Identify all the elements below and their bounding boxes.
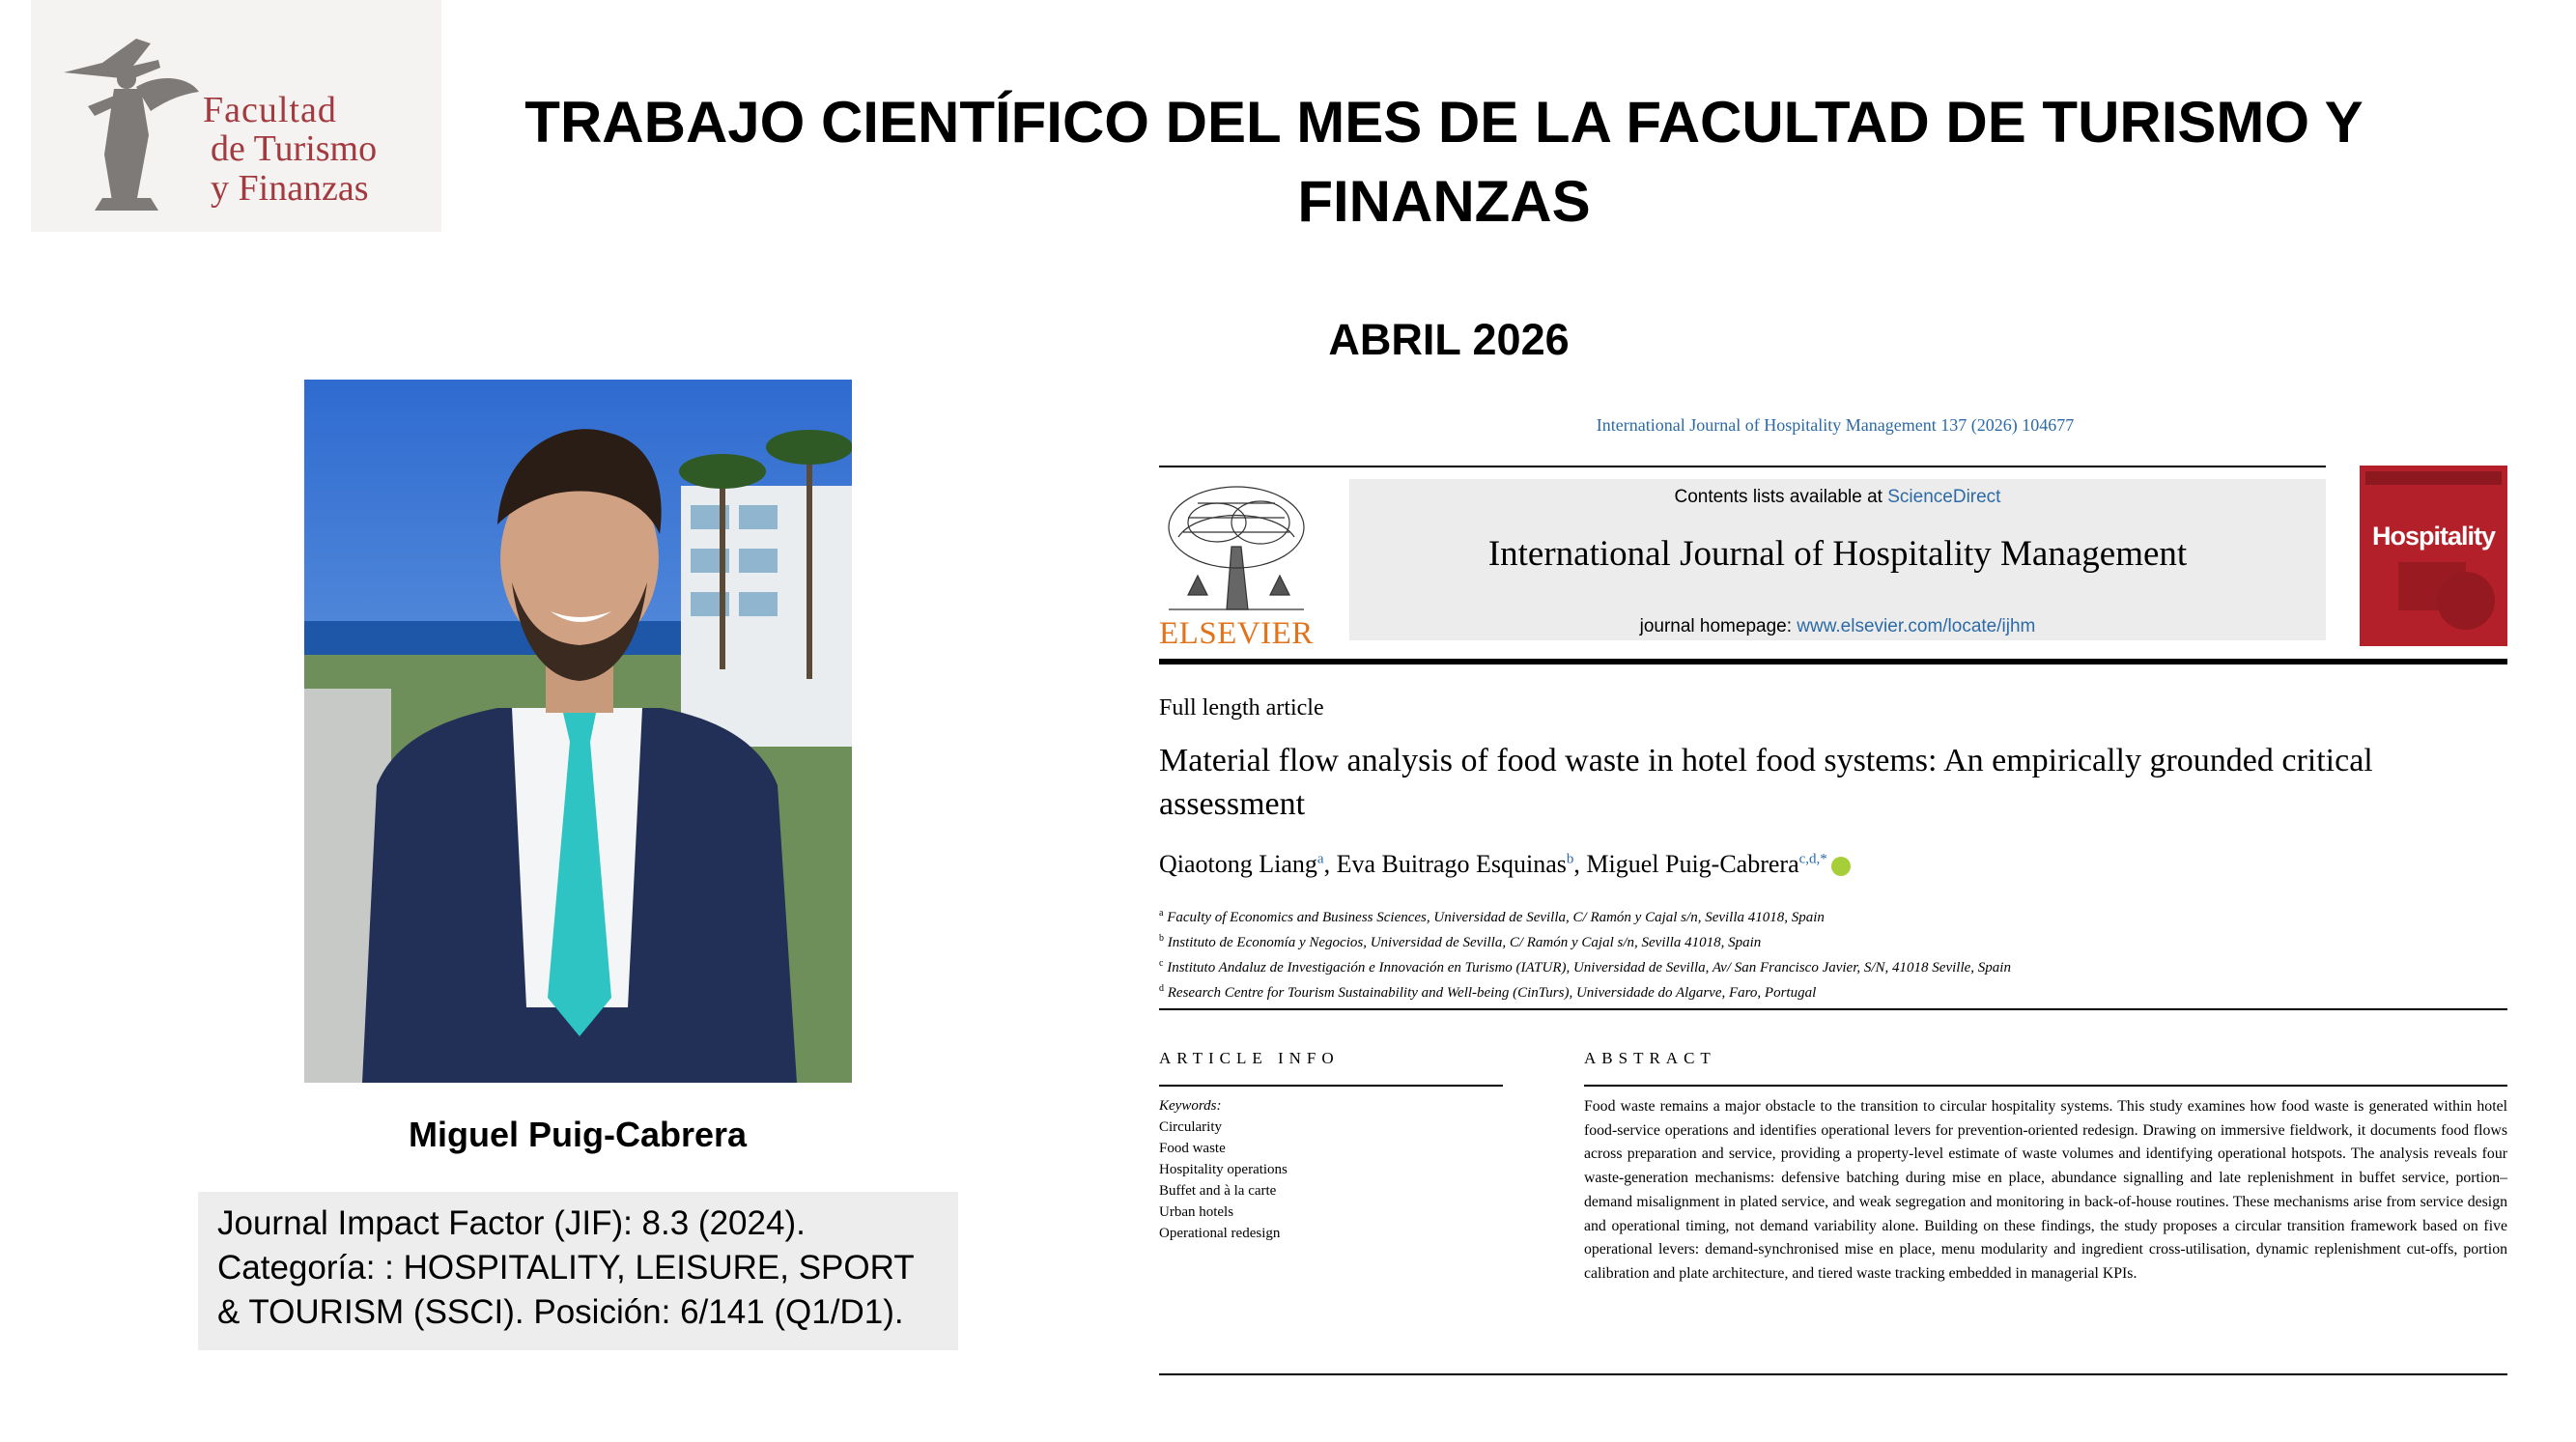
month-label: ABRIL 2026 [1328, 315, 1570, 364]
sciencedirect-link[interactable]: ScienceDirect [1887, 487, 2001, 507]
author-list [1159, 850, 1851, 879]
header-bottom-rule [1159, 659, 2507, 664]
cover-title: Hospitality [2371, 522, 2496, 551]
journal-name: International Journal of Hospitality Management [1487, 534, 2188, 574]
article-bottom-rule [1159, 1373, 2507, 1375]
affiliation-item [1159, 903, 2511, 928]
keywords-label: Keywords: [1159, 1098, 1222, 1114]
author-affiliation-mark: b [1566, 851, 1574, 867]
affiliation-mark: b [1159, 933, 1164, 944]
article-title: Material flow analysis of food waste in hotel food systems: An empirically grounded critical assessment [1159, 743, 2373, 822]
keyword-item: Operational redesign [1159, 1226, 1281, 1241]
affiliation-item [1159, 953, 2511, 978]
page-title: TRABAJO CIENTÍFICO DEL MES DE LA FACULTAD DE TURISMO Y FINANZAS [524, 90, 2364, 234]
orcid-icon[interactable] [1831, 857, 1851, 876]
contents-prefix: Contents lists available at [1674, 487, 1888, 507]
affiliation-text: Research Centre for Tourism Sustainability and Well-being (CinTurs), Universidade do Algarve, Faro, Portugal [1167, 985, 1817, 1001]
author-name: Qiaotong Liang [1159, 850, 1317, 878]
abstract-text: Food waste remains a major obstacle to the transition to circular hospitality systems. This study examines how food waste is generated within hotel food-service operations and identifies operational levers for prevention-oriented redesign. Drawing on immersive fieldwork, it documents food flows across preparation and service, providing a property-level estimate of waste volumes and identifying operational hotspots. The analysis reveals four waste-generation mechanisms: defensive batching during mise en place, abundance signalling and late replenishment in buffet service, portion–demand misalignment in plated service, and weak segregation and monitoring in back-of-house routines. These mechanisms arise from service design and operational timing, not demand variability alone. Building on these findings, the study proposes a circular transition framework based on five operational levers: demand-synchronised mise en place, menu modularity and ingredient cross-utilisation, dynamic replenishment cut-offs, portion calibration and plate architecture, and tiered waste tracking embedded in managerial KPIs. [1584, 1098, 2507, 1282]
author-portrait-photo [304, 380, 852, 1083]
author-affiliation-mark: a [1316, 851, 1324, 867]
elsevier-wordmark: ELSEVIER [1159, 616, 1314, 651]
faculty-logo [31, 0, 441, 232]
journal-header-banner [1349, 479, 2326, 640]
affiliation-text: Instituto de Economía y Negocios, Universidad de Sevilla, C/ Ramón y Cajal s/n, Sevilla 41018, Spain [1167, 935, 1762, 950]
author-affiliation-mark: c,d,* [1798, 851, 1827, 867]
author-separator: , [1573, 850, 1587, 878]
affiliation-item [1159, 978, 2511, 1004]
keywords-block [1159, 1095, 1503, 1244]
journal-impact-text: Journal Impact Factor (JIF): 8.3 (2024). Categoría: : HOSPITALITY, LEISURE, SPORT & TOURISM (SSCI). Posición: 6/141 (Q1/D1). [217, 1204, 915, 1331]
affiliation-mark: c [1159, 958, 1164, 969]
keyword-item: Buffet and à la carte [1159, 1183, 1277, 1199]
author-name: Miguel Puig-Cabrera [408, 1115, 748, 1154]
article-clipping [1159, 406, 2511, 1391]
header-top-rule [1159, 466, 2326, 467]
affiliation-mark: d [1159, 983, 1164, 994]
journal-impact-box [198, 1192, 958, 1350]
affiliations-rule [1159, 1008, 2507, 1010]
affiliation-list [1159, 903, 2511, 1004]
journal-cover-thumbnail [2360, 466, 2507, 646]
author-name: Eva Buitrago Esquinas [1336, 850, 1567, 878]
article-citation: International Journal of Hospitality Management 137 (2026) 104677 [1596, 415, 2075, 435]
keyword-item: Circularity [1159, 1119, 1222, 1135]
logo-line-3: y Finanzas [211, 167, 369, 209]
contents-available-line [1349, 487, 2326, 508]
keyword-item: Urban hotels [1159, 1204, 1234, 1220]
article-info-heading: ARTICLE INFO [1159, 1049, 1340, 1067]
homepage-prefix: journal homepage: [1639, 616, 1798, 636]
journal-homepage-link[interactable]: www.elsevier.com/locate/ijhm [1797, 616, 2036, 636]
author-separator: , [1323, 850, 1337, 878]
article-type: Full length article [1159, 695, 1324, 721]
author-name: Miguel Puig-Cabrera [1586, 850, 1799, 878]
keyword-item: Hospitality operations [1159, 1162, 1288, 1177]
affiliation-mark: a [1159, 908, 1164, 919]
logo-wordmark [203, 91, 444, 208]
abstract-heading: ABSTRACT [1584, 1049, 1716, 1067]
logo-line-1: Facultad [203, 90, 337, 130]
abstract-rule [1584, 1085, 2507, 1087]
logo-line-2: de Turismo [211, 128, 378, 170]
winged-figure-emblem-icon [44, 19, 209, 212]
journal-homepage-line [1349, 616, 2326, 637]
keyword-item: Food waste [1159, 1141, 1226, 1156]
affiliation-text: Faculty of Economics and Business Sciences, Universidad de Sevilla, C/ Ramón y Cajal s/n, Sevilla 41018, Spain [1167, 910, 1825, 925]
affiliation-text: Instituto Andaluz de Investigación e Innovación en Turismo (IATUR), Universidad de Sevilla, Av/ San Francisco Javier, S/N, 41018 Seville, Spain [1167, 960, 2011, 975]
affiliation-item [1159, 928, 2511, 953]
article-info-rule [1159, 1085, 1503, 1087]
